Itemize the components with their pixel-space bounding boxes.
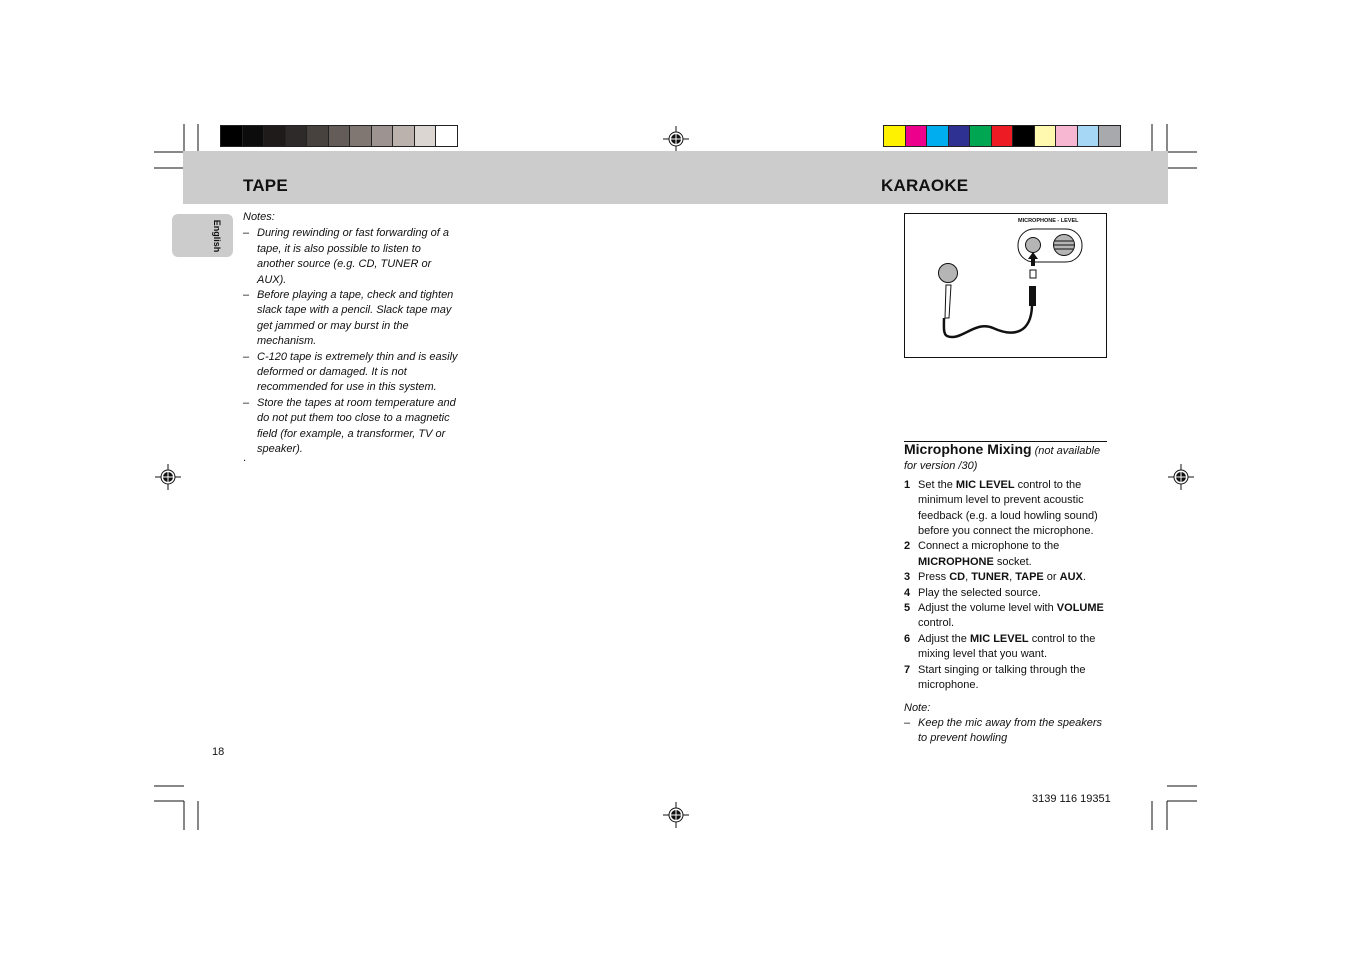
registration-target-right: [1168, 464, 1194, 490]
language-tab: [172, 214, 233, 257]
step-number: 2: [904, 540, 911, 553]
step-keyword: MIC LEVEL: [955, 478, 1015, 491]
color-swatch: [221, 126, 243, 146]
step-item: [904, 663, 1107, 694]
step-text: ,: [1009, 571, 1016, 584]
diagram-label: MICROPHONE - LEVEL: [1018, 218, 1079, 224]
color-swatch: [286, 126, 308, 146]
microphone-handle: [945, 285, 951, 318]
step-keyword: CD: [949, 571, 966, 584]
step-number: 5: [904, 602, 911, 615]
color-swatch: [884, 126, 906, 146]
registration-target-left: [155, 464, 181, 490]
color-swatch: [927, 126, 949, 146]
step-text: Play the selected source.: [918, 586, 1041, 599]
color-swatch: [970, 126, 992, 146]
document-code: 3139 116 19351: [1032, 793, 1111, 805]
step-text: control to the minimum level to prevent acoustic feedback (e.g. a loud howling sound) before you connect the microphone.: [918, 478, 1098, 538]
process-color-bar: [883, 125, 1121, 147]
step-text: Connect a microphone to the: [918, 540, 1060, 553]
note-heading: Note:: [904, 701, 931, 714]
step-text: .: [1082, 571, 1086, 584]
registration-target-top: [663, 126, 689, 152]
note-item: – Store the tapes at room temperature and do not put them too close to a magnetic field (for example, a transformer, TV or speaker).: [243, 396, 458, 458]
tape-notes: [243, 210, 458, 458]
color-swatch: [992, 126, 1014, 146]
note-item: – C-120 tape is extremely thin and is easily deformed or damaged. It is not recommended for use in this system.: [243, 350, 458, 396]
microphone-cable: [944, 306, 1032, 337]
step-text: control.: [918, 617, 955, 630]
color-swatch: [350, 126, 372, 146]
note-item: – During rewinding or fast forwarding of a tape, it is also possible to listen to another source (e.g. CD, TUNER or AUX).: [243, 226, 458, 288]
color-swatch: [415, 126, 437, 146]
section-title-karaoke: KARAOKE: [881, 176, 969, 195]
step-number: 6: [904, 632, 911, 645]
step-keyword: TUNER: [971, 571, 1010, 584]
step-number: 3: [904, 571, 911, 584]
step-item: [904, 632, 1107, 663]
step-keyword: AUX: [1059, 571, 1083, 584]
step-text: Adjust the: [918, 632, 970, 645]
step-number: 4: [904, 586, 911, 599]
microphone-mixing-section: [904, 441, 1107, 747]
step-item: [904, 478, 1107, 540]
step-keyword: TAPE: [1015, 571, 1044, 584]
step-keyword: MIC LEVEL: [969, 632, 1029, 645]
grayscale-color-bar: [220, 125, 458, 147]
microphone-diagram: [904, 213, 1107, 358]
step-item: [904, 586, 1107, 601]
color-swatch: [1035, 126, 1057, 146]
note-item: – Before playing a tape, check and tighten slack tape with a pencil. Slack tape may get jammed or may burst in the mechanism.: [243, 288, 458, 350]
color-swatch: [393, 126, 415, 146]
step-item: [904, 601, 1107, 632]
step-text: Press: [918, 571, 950, 584]
note-item: – Keep the mic away from the speakers to prevent howling: [904, 716, 1107, 747]
jack-plug-icon: [1029, 286, 1036, 306]
color-swatch: [264, 126, 286, 146]
step-keyword: MICROPHONE: [918, 555, 994, 568]
page-number: 18: [212, 746, 225, 758]
step-text: control to the mixing level that you want.: [918, 632, 1096, 661]
step-text: socket.: [993, 555, 1032, 568]
section-title-tape: TAPE: [243, 176, 288, 195]
step-item: [904, 570, 1107, 585]
karaoke-note: [904, 701, 1107, 747]
step-keyword: VOLUME: [1056, 602, 1104, 615]
step-text: Adjust the volume level with: [918, 602, 1057, 615]
section-heading: [904, 442, 1107, 475]
step-number: 7: [904, 663, 911, 676]
color-swatch: [906, 126, 928, 146]
microphone-socket-icon: [1026, 238, 1041, 253]
color-swatch: [949, 126, 971, 146]
step-text: Start singing or talking through the microphone.: [918, 663, 1086, 692]
registration-target-bottom: [663, 802, 689, 828]
color-swatch: [436, 126, 457, 146]
color-swatch: [243, 126, 265, 146]
step-text: Set the: [918, 478, 956, 491]
step-text: or: [1043, 571, 1060, 584]
color-swatch: [1078, 126, 1100, 146]
step-item: [904, 539, 1107, 570]
color-swatch: [1056, 126, 1078, 146]
color-swatch: [1013, 126, 1035, 146]
stray-mark: .: [243, 452, 247, 464]
microphone-illustration: [905, 214, 1106, 357]
section-heading-title: Microphone Mixing: [904, 441, 1032, 457]
step-number: 1: [904, 478, 911, 491]
section-heading-subtitle: (not available for version /30): [904, 445, 1101, 473]
color-swatch: [329, 126, 351, 146]
color-swatch: [372, 126, 394, 146]
header-band: [183, 151, 1168, 204]
notes-heading: Notes:: [243, 211, 275, 223]
language-tab-label: English: [212, 219, 222, 253]
microphone-icon: [939, 264, 958, 283]
steps-list: [904, 478, 1107, 694]
color-swatch: [307, 126, 329, 146]
step-text: ,: [965, 571, 972, 584]
color-swatch: [1099, 126, 1120, 146]
